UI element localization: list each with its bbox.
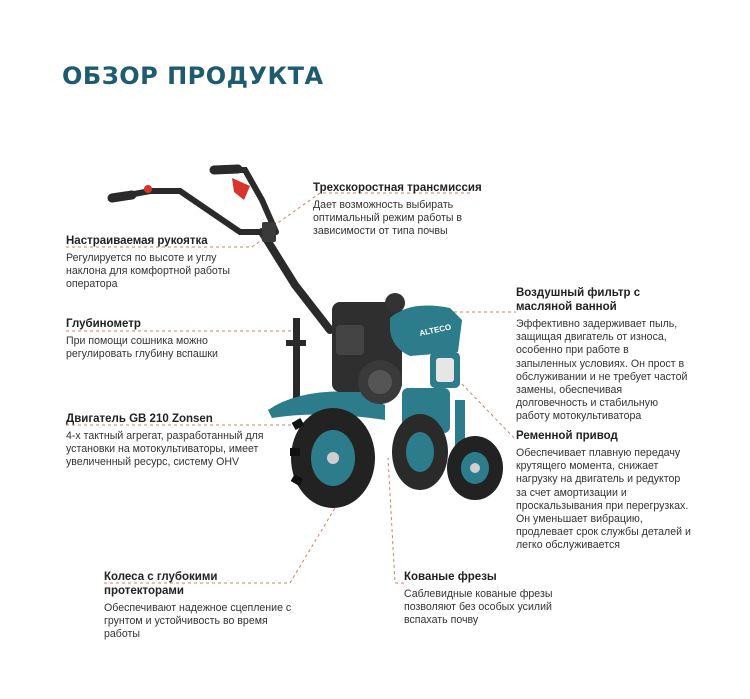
feature-text: Обеспечивает плавную передачу крутящего момента, снижает нагрузку на двигатель и редуктор за счет амортизации и проскальзывания при перегрузках. Он уменьшает вибрацию, продлевает срок службы деталей и легко обслуживается xyxy=(516,447,691,552)
feature-title: Кованые фрезы xyxy=(404,571,497,583)
feature-engine xyxy=(66,412,266,470)
feature-title: Воздушный фильтр с масляной ванной xyxy=(516,287,641,313)
feature-transmission xyxy=(313,181,483,239)
feature-text: Обеспечивают надежное сцепление с грунтом и устойчивость во время работы xyxy=(104,602,292,641)
feature-text: 4-х тактный агрегат, разработанный для установки на мотокультиваторы, имеет увеличенный ресурс, систему OHV xyxy=(66,430,264,469)
feature-wheels xyxy=(104,570,299,642)
page-title: ОБЗОР ПРОДУКТА xyxy=(62,62,324,90)
feature-text: Эффективно задерживает пыль, защищая двигатель от износа, особенно при работе в запыленных условиях. Он прост в обслуживании и не требует частой замены, обеспечивая долговечность и стабильную работу мотокультиватора xyxy=(516,318,688,423)
brand-label: ALTECO xyxy=(418,322,453,338)
feature-title: Двигатель GB 210 Zonsen xyxy=(66,413,213,425)
feature-title: Глубинометр xyxy=(66,318,141,330)
feature-text: Дает возможность выбирать оптимальный режим работы в зависимости от типа почвы xyxy=(313,199,463,238)
feature-title: Настраиваемая рукоятка xyxy=(66,235,208,247)
feature-text: Саблевидные кованые фрезы позволяют без особых усилий вспахать почву xyxy=(404,588,553,627)
feature-depth xyxy=(66,317,256,361)
feature-text: При помощи сошника можно регулировать глубину вспашки xyxy=(66,335,218,361)
feature-title: Колеса с глубокими протекторами xyxy=(104,571,218,597)
feature-belt-drive xyxy=(516,429,691,553)
feature-title: Ременной привод xyxy=(516,430,618,442)
feature-text: Регулируется по высоте и углу наклона для комфортной работы оператора xyxy=(66,252,231,291)
feature-air-filter xyxy=(516,286,691,424)
feature-handle xyxy=(66,234,256,292)
feature-title: Трехскоростная трансмиссия xyxy=(313,182,482,194)
feature-tillers xyxy=(404,570,589,628)
